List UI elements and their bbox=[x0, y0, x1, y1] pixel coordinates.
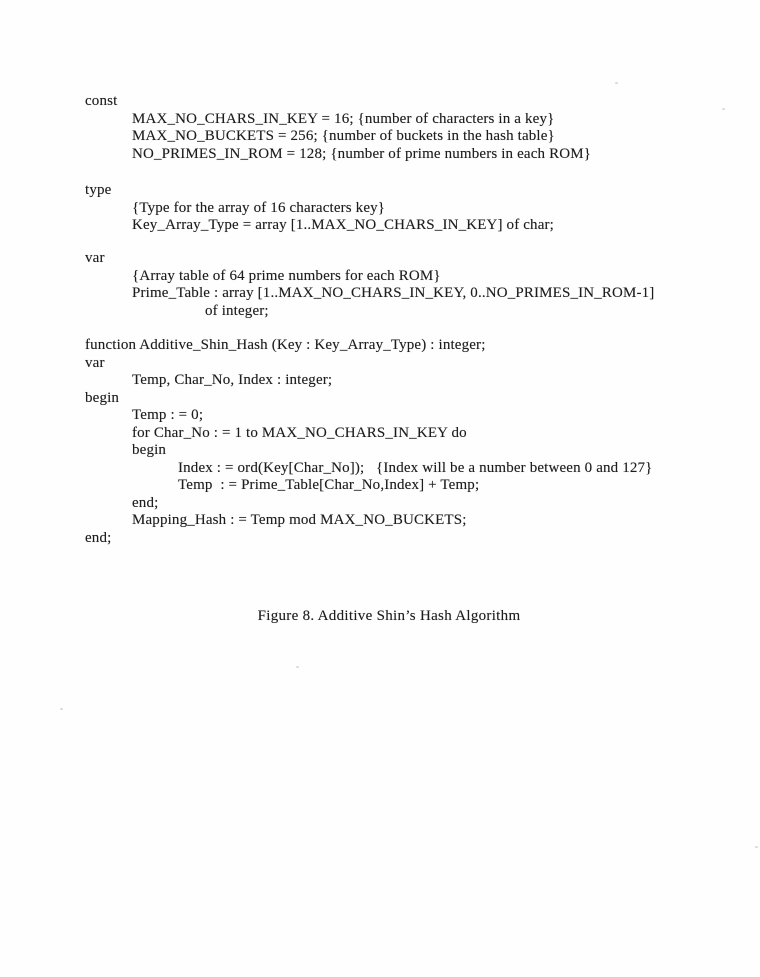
figure-caption: Figure 8. Additive Shin’s Hash Algorithm bbox=[257, 608, 521, 624]
code-line: const bbox=[85, 93, 118, 109]
code-line: of integer; bbox=[205, 302, 269, 319]
code-line: {Type for the array of 16 characters key} bbox=[132, 199, 386, 216]
code-line: {Array table of 64 prime numbers for each ROM} bbox=[132, 267, 441, 284]
code-line: var bbox=[85, 250, 105, 266]
code-line: Index : = ord(Key[Char_No]); {Index will be a number between 0 and 127} bbox=[178, 459, 653, 476]
code-line: begin bbox=[132, 442, 167, 458]
const-declaration-block bbox=[85, 93, 750, 163]
code-line: Temp : = Prime_Table[Char_No,Index] + Temp; bbox=[178, 477, 480, 493]
code-line: Key_Array_Type = array [1..MAX_NO_CHARS_IN_KEY] of char; bbox=[132, 217, 554, 233]
code-line: NO_PRIMES_IN_ROM = 128; {number of prime numbers in each ROM} bbox=[132, 145, 592, 162]
code-line: var bbox=[85, 354, 105, 371]
scan-speck bbox=[60, 708, 63, 710]
code-line: Temp, Char_No, Index : integer; bbox=[132, 372, 333, 388]
code-line: Mapping_Hash : = Temp mod MAX_NO_BUCKETS; bbox=[132, 512, 467, 528]
code-line: MAX_NO_BUCKETS = 256; {number of buckets in the hash table} bbox=[132, 128, 555, 144]
code-line: type bbox=[85, 182, 112, 198]
type-declaration-block bbox=[85, 182, 750, 235]
code-line: for Char_No : = 1 to MAX_NO_CHARS_IN_KEY do bbox=[132, 424, 467, 441]
scan-speck bbox=[615, 82, 618, 84]
code-line: MAX_NO_CHARS_IN_KEY = 16; {number of characters in a key} bbox=[132, 110, 555, 127]
code-line: function Additive_Shin_Hash (Key : Key_Array_Type) : integer; bbox=[85, 337, 486, 353]
code-line: Prime_Table : array [1..MAX_NO_CHARS_IN_KEY, 0..NO_PRIMES_IN_ROM-1] bbox=[132, 285, 655, 301]
scan-speck bbox=[722, 108, 725, 110]
function-body-block bbox=[85, 337, 750, 547]
code-line: end; bbox=[85, 529, 112, 546]
code-line: end; bbox=[132, 494, 159, 511]
scan-speck bbox=[296, 666, 299, 668]
code-line: begin bbox=[85, 389, 120, 406]
var-declaration-block bbox=[85, 250, 750, 320]
code-line: Temp : = 0; bbox=[132, 407, 204, 423]
scan-speck bbox=[755, 846, 758, 848]
